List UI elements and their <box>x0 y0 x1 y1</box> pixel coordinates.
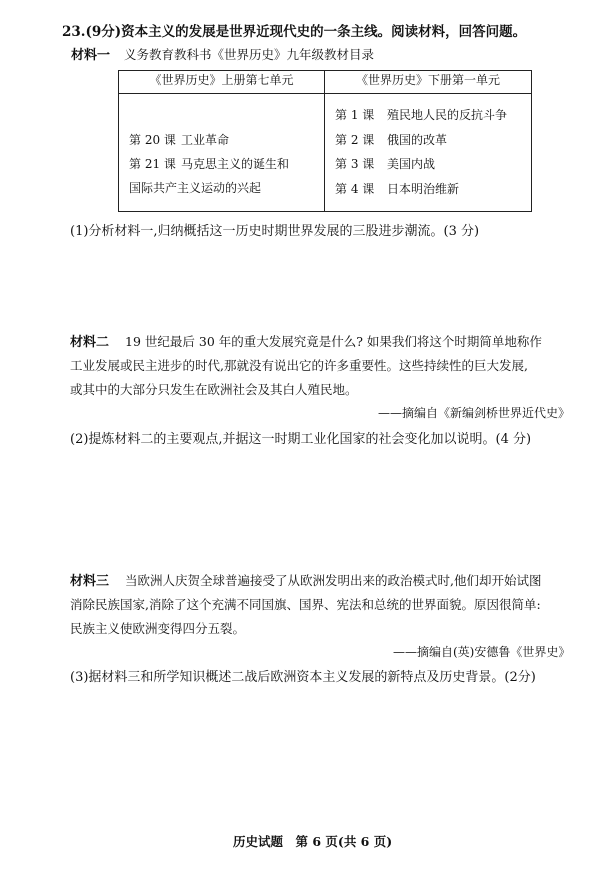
material2-line-1: 材料二 19 世纪最后 30 年的重大发展究竟是什么? 如果我们将这个时期简单地称作 <box>70 334 542 350</box>
table-cell-right <box>325 94 532 212</box>
lesson-number: 第 1 课 <box>335 108 375 122</box>
lesson-number: 第 21 课 <box>129 157 176 171</box>
question-title: 23.(9分)资本主义的发展是世界近现代史的一条主线。阅读材料，回答问题。 <box>62 24 527 40</box>
lesson-row <box>129 152 289 176</box>
lesson-title: 工业革命 <box>181 133 230 147</box>
lesson-title: 美国内战 <box>387 157 436 171</box>
lesson-title: 殖民地人民的反抗斗争 <box>387 108 508 122</box>
material3-source: ——摘编自(英)安德鲁《世界史》 <box>393 645 571 659</box>
material1-label: 材料一 <box>71 48 111 63</box>
material2-line-3: 或其中的大部分只发生在欧洲社会及其白人殖民地。 <box>70 382 358 397</box>
lesson-title: 马克思主义的诞生和 <box>181 157 290 171</box>
lesson-row <box>129 128 289 152</box>
lesson-number: 第 20 课 <box>129 133 176 147</box>
lesson-number: 第 3 课 <box>335 157 375 171</box>
lesson-title: 俄国的改革 <box>387 132 448 147</box>
sub-question-1: (1)分析材料一,归纳概括这一历史时期世界发展的三股进步潮流。(3 分) <box>70 224 480 239</box>
material1-heading <box>71 44 374 63</box>
material3-line-3: 民族主义使欧洲变得四分五裂。 <box>70 621 246 636</box>
table-header-right: 《世界历史》下册第一单元 <box>325 71 532 94</box>
material1-caption: 义务教育教科书《世界历史》九年级教材目录 <box>124 47 375 62</box>
material2-line-2: 工业发展或民主进步的时代,那就没有说出它的许多重要性。这些持续性的巨大发展, <box>70 358 528 373</box>
sub-question-3: (3)据材料三和所学知识概述二战后欧洲资本主义发展的新特点及历史背景。(2分) <box>70 670 536 685</box>
material3-line-2: 消除民族国家,消除了这个充满不同国旗、国界、宪法和总统的世界面貌。原因很简单: <box>70 597 541 612</box>
material3-line-1: 材料三 当欧洲人庆贺全球普遍接受了从欧洲发明出来的政治模式时,他们却开始试图 <box>70 573 542 589</box>
material3-label: 材料三 <box>70 574 110 589</box>
lesson-number: 第 2 课 <box>335 132 375 147</box>
sub-question-2: (2)提炼材料二的主要观点,并据这一时期工业化国家的社会变化加以说明。(4 分) <box>70 432 532 447</box>
lesson-row <box>335 128 531 153</box>
material2-label: 材料二 <box>70 335 110 350</box>
lesson-title-continuation: 国际共产主义运动的兴起 <box>129 181 262 195</box>
lesson-number: 第 4 课 <box>335 181 375 196</box>
lesson-title: 日本明治维新 <box>387 181 460 196</box>
material2-source: ——摘编自《新编剑桥世界近代史》 <box>378 406 571 420</box>
textbook-contents-table <box>118 70 532 212</box>
lesson-row <box>335 177 531 202</box>
lesson-row <box>335 152 531 177</box>
lesson-row <box>335 103 531 128</box>
page-footer: 历史试题 第 6 页(共 6 页) <box>233 834 393 849</box>
table-header-left: 《世界历史》上册第七单元 <box>119 71 325 94</box>
table-cell-left <box>119 94 325 212</box>
